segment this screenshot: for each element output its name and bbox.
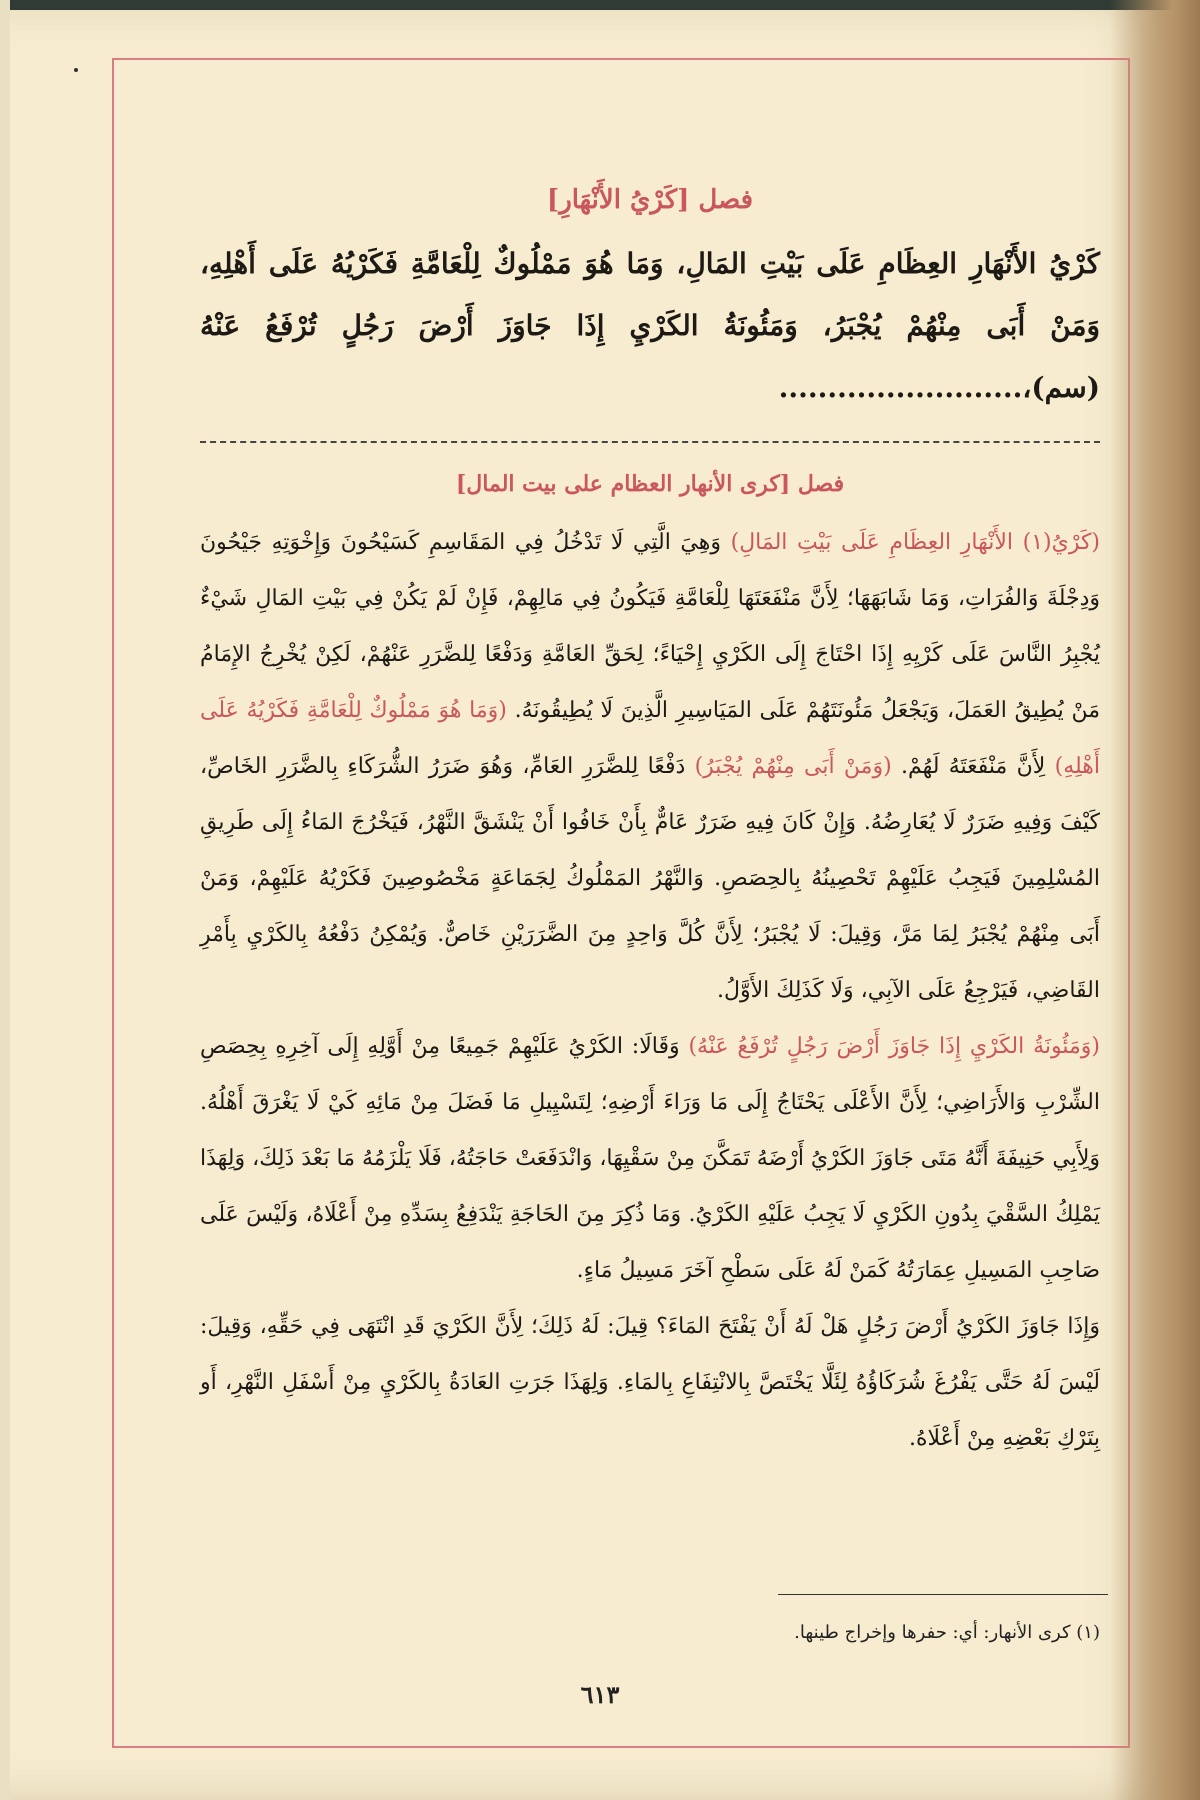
commentary-text: وَقَالَا: الكَرْيُ عَلَيْهِمْ جَمِيعًا مِنْ أَوَّلِهِ إِلَى آخِرِهِ بِحِصَصِ الشِّرْبِ وَالأَرَاضِي؛ لِأَنَّ الأَعْلَى يَحْتَاجُ إِلَى مَا وَرَاءَ أَرْضِهِ؛ لِتَسْيِيلِ مَا فَضَلَ مِنْ مَائِهِ كَيْ لَا يَغْرَقَ أَهْلُهُ. وَلِأَبِي حَنِيفَةَ أَنَّهُ مَتَى جَاوَزَ الكَرْيُ أَرْضَهُ تَمَكَّنَ مِنْ سَقْيِهَا، وَانْدَفَعَتْ حَاجَتُهُ، فَلَا يَلْزَمُهُ مَا بَعْدَ ذَلِكَ، وَلِهَذَا يَمْلِكُ السَّقْيَ بِدُونِ الكَرْيِ لَا يَجِبُ عَلَيْهِ الكَرْيُ. وَمَا ذُكِرَ مِنَ الحَاجَةِ يَنْدَفِعُ بِسَدِّهِ مِنْ أَعْلَاهُ، وَلَيْسَ عَلَى صَاحِبِ المَسِيلِ عِمَارَتُهُ كَمَنْ لَهُ عَلَى سَطْحِ آخَرَ مَسِيلُ مَاءٍ.: [200, 1034, 1100, 1283]
paragraph-2: [200, 1019, 1100, 1299]
matn-heading: فصل [كَرْيُ الأَنْهَارِ]: [546, 185, 754, 215]
commentary-text: دَفْعًا لِلضَّرَرِ العَامِّ، وَهُوَ ضَرَرُ الشُّرَكَاءِ بِالضَّرَرِ الخَاصِّ، كَيْفَ وَفِيهِ ضَرَرٌ لَا يُعَارِضُهُ. وَإِنْ كَانَ فِيهِ ضَرَرٌ عَامٌّ بِأَنْ خَافُوا أَنْ يَنْشَقَّ النَّهْرُ، فَيَخْرُجَ المَاءُ إِلَى طَرِيقِ المُسْلِمِينَ فَيَجِبُ عَلَيْهِمْ تَحْصِينُهُ بِالحِصَصِ. وَالنَّهْرُ المَمْلُوكُ لِجَمَاعَةٍ مَخْصُوصِينَ فَكَرْيُهُ عَلَيْهِمْ، وَمَنْ أَبَى مِنْهُمْ يُجْبَرُ لِمَا مَرَّ، وَقِيلَ: لَا يُجْبَرُ؛ لِأَنَّ كُلَّ وَاحِدٍ مِنَ الضَّرَرَيْنِ خَاصٌّ. وَيُمْكِنُ دَفْعُهُ بِالكَرْيِ بِأَمْرِ القَاضِي، فَيَرْجِعُ عَلَى الآبِي، وَلَا كَذَلِكَ الأَوَّلُ.: [200, 754, 1100, 1003]
quoted-matn: (وَمَئُونَةُ الكَرْيِ إِذَا جَاوَزَ أَرْضَ رَجُلٍ تُرْفَعُ عَنْهُ): [688, 1034, 1100, 1059]
commentary-text: وَإِذَا جَاوَزَ الكَرْيُ أَرْضَ رَجُلٍ هَلْ لَهُ أَنْ يَفْتَحَ المَاءَ؟ قِيلَ: لَهُ ذَلِكَ؛ لِأَنَّ الكَرْيَ قَدِ انْتَهَى فِي حَقِّهِ، وَقِيلَ: لَيْسَ لَهُ حَتَّى يَفْرُغَ شُرَكَاؤُهُ لِئَلَّا يَخْتَصَّ بِالانْتِفَاعِ بِالمَاءِ. وَلِهَذَا جَرَتِ العَادَةُ بِالكَرْيِ مِنْ أَسْفَلِ النَّهْرِ، أَو بِتَرْكِ بَعْضِهِ مِنْ أَعْلَاهُ.: [200, 1314, 1100, 1451]
sharh-heading: فصل [كرى الأنهار العظام على بيت المال]: [455, 471, 845, 497]
page-number: ٦١٣: [580, 1680, 620, 1709]
top-edge: [10, 0, 1190, 10]
quoted-matn: (وَمَا هُوَ مَمْلُوكٌ لِلْعَامَّةِ فَكَرْيُهُ عَلَى أَهْلِهِ): [200, 698, 1100, 779]
quoted-matn: (كَرْيُ(١) الأَنْهَارِ العِظَامِ عَلَى بَيْتِ المَالِ): [730, 530, 1101, 555]
page-content: [200, 185, 1100, 1467]
book-spine-shadow: [1110, 0, 1200, 1800]
footnote: (١) كرى الأنهار: أي: حفرها وإخراج طينها.: [794, 1622, 1100, 1643]
speck: [74, 68, 78, 72]
commentary-text: لِأَنَّ مَنْفَعَتَهُ لَهُمْ.: [891, 754, 1055, 779]
commentary-text: وَهِيَ الَّتِي لَا تَدْخُلُ فِي المَقَاسِمِ كَسَيْحُونَ وَإِخْوَتِهِ جَيْحُونَ وَدِجْلَةَ وَالفُرَاتِ، وَمَا شَابَهَهَا؛ لِأَنَّ مَنْفَعَتَهَا لِلْعَامَّةِ فَيَكُونُ فِي مَالِهِمْ، فَإِنْ لَمْ يَكُنْ فِي بَيْتِ المَالِ شَيْءٌ يُجْبِرُ النَّاسَ عَلَى كَرْيِهِ إِذَا احْتَاجَ إِلَى الكَرْيِ إِحْيَاءً؛ لِحَقِّ العَامَّةِ وَدَفْعًا لِلضَّرَرِ عَنْهُمْ، لَكِنْ يُخْرِجُ الإِمَامُ مَنْ يُطِيقُ العَمَلَ، وَيَجْعَلُ مَئُونَتَهُمْ عَلَى المَيَاسِيرِ الَّذِينَ لَا يُطِيقُونَهُ.: [200, 530, 1100, 723]
section-divider: [200, 441, 1100, 443]
paragraph-1: [200, 515, 1100, 1019]
footnote-rule: [778, 1594, 1108, 1595]
quoted-matn: (وَمَنْ أَبَى مِنْهُمْ يُجْبَرُ): [694, 754, 892, 779]
matn-text: كَرْيُ الأَنْهَارِ العِظَامِ عَلَى بَيْتِ المَالِ، وَمَا هُوَ مَمْلُوكٌ لِلْعَامَّةِ فَكَرْيُهُ عَلَى أَهْلِهِ، وَمَنْ أَبَى مِنْهُمْ يُجْبَرُ، وَمَئُونَةُ الكَرْيِ إِذَا جَاوَزَ أَرْضَ رَجُلٍ تُرْفَعُ عَنْهُ (سم)،.........................: [200, 247, 1100, 404]
paragraph-3: [200, 1299, 1100, 1467]
